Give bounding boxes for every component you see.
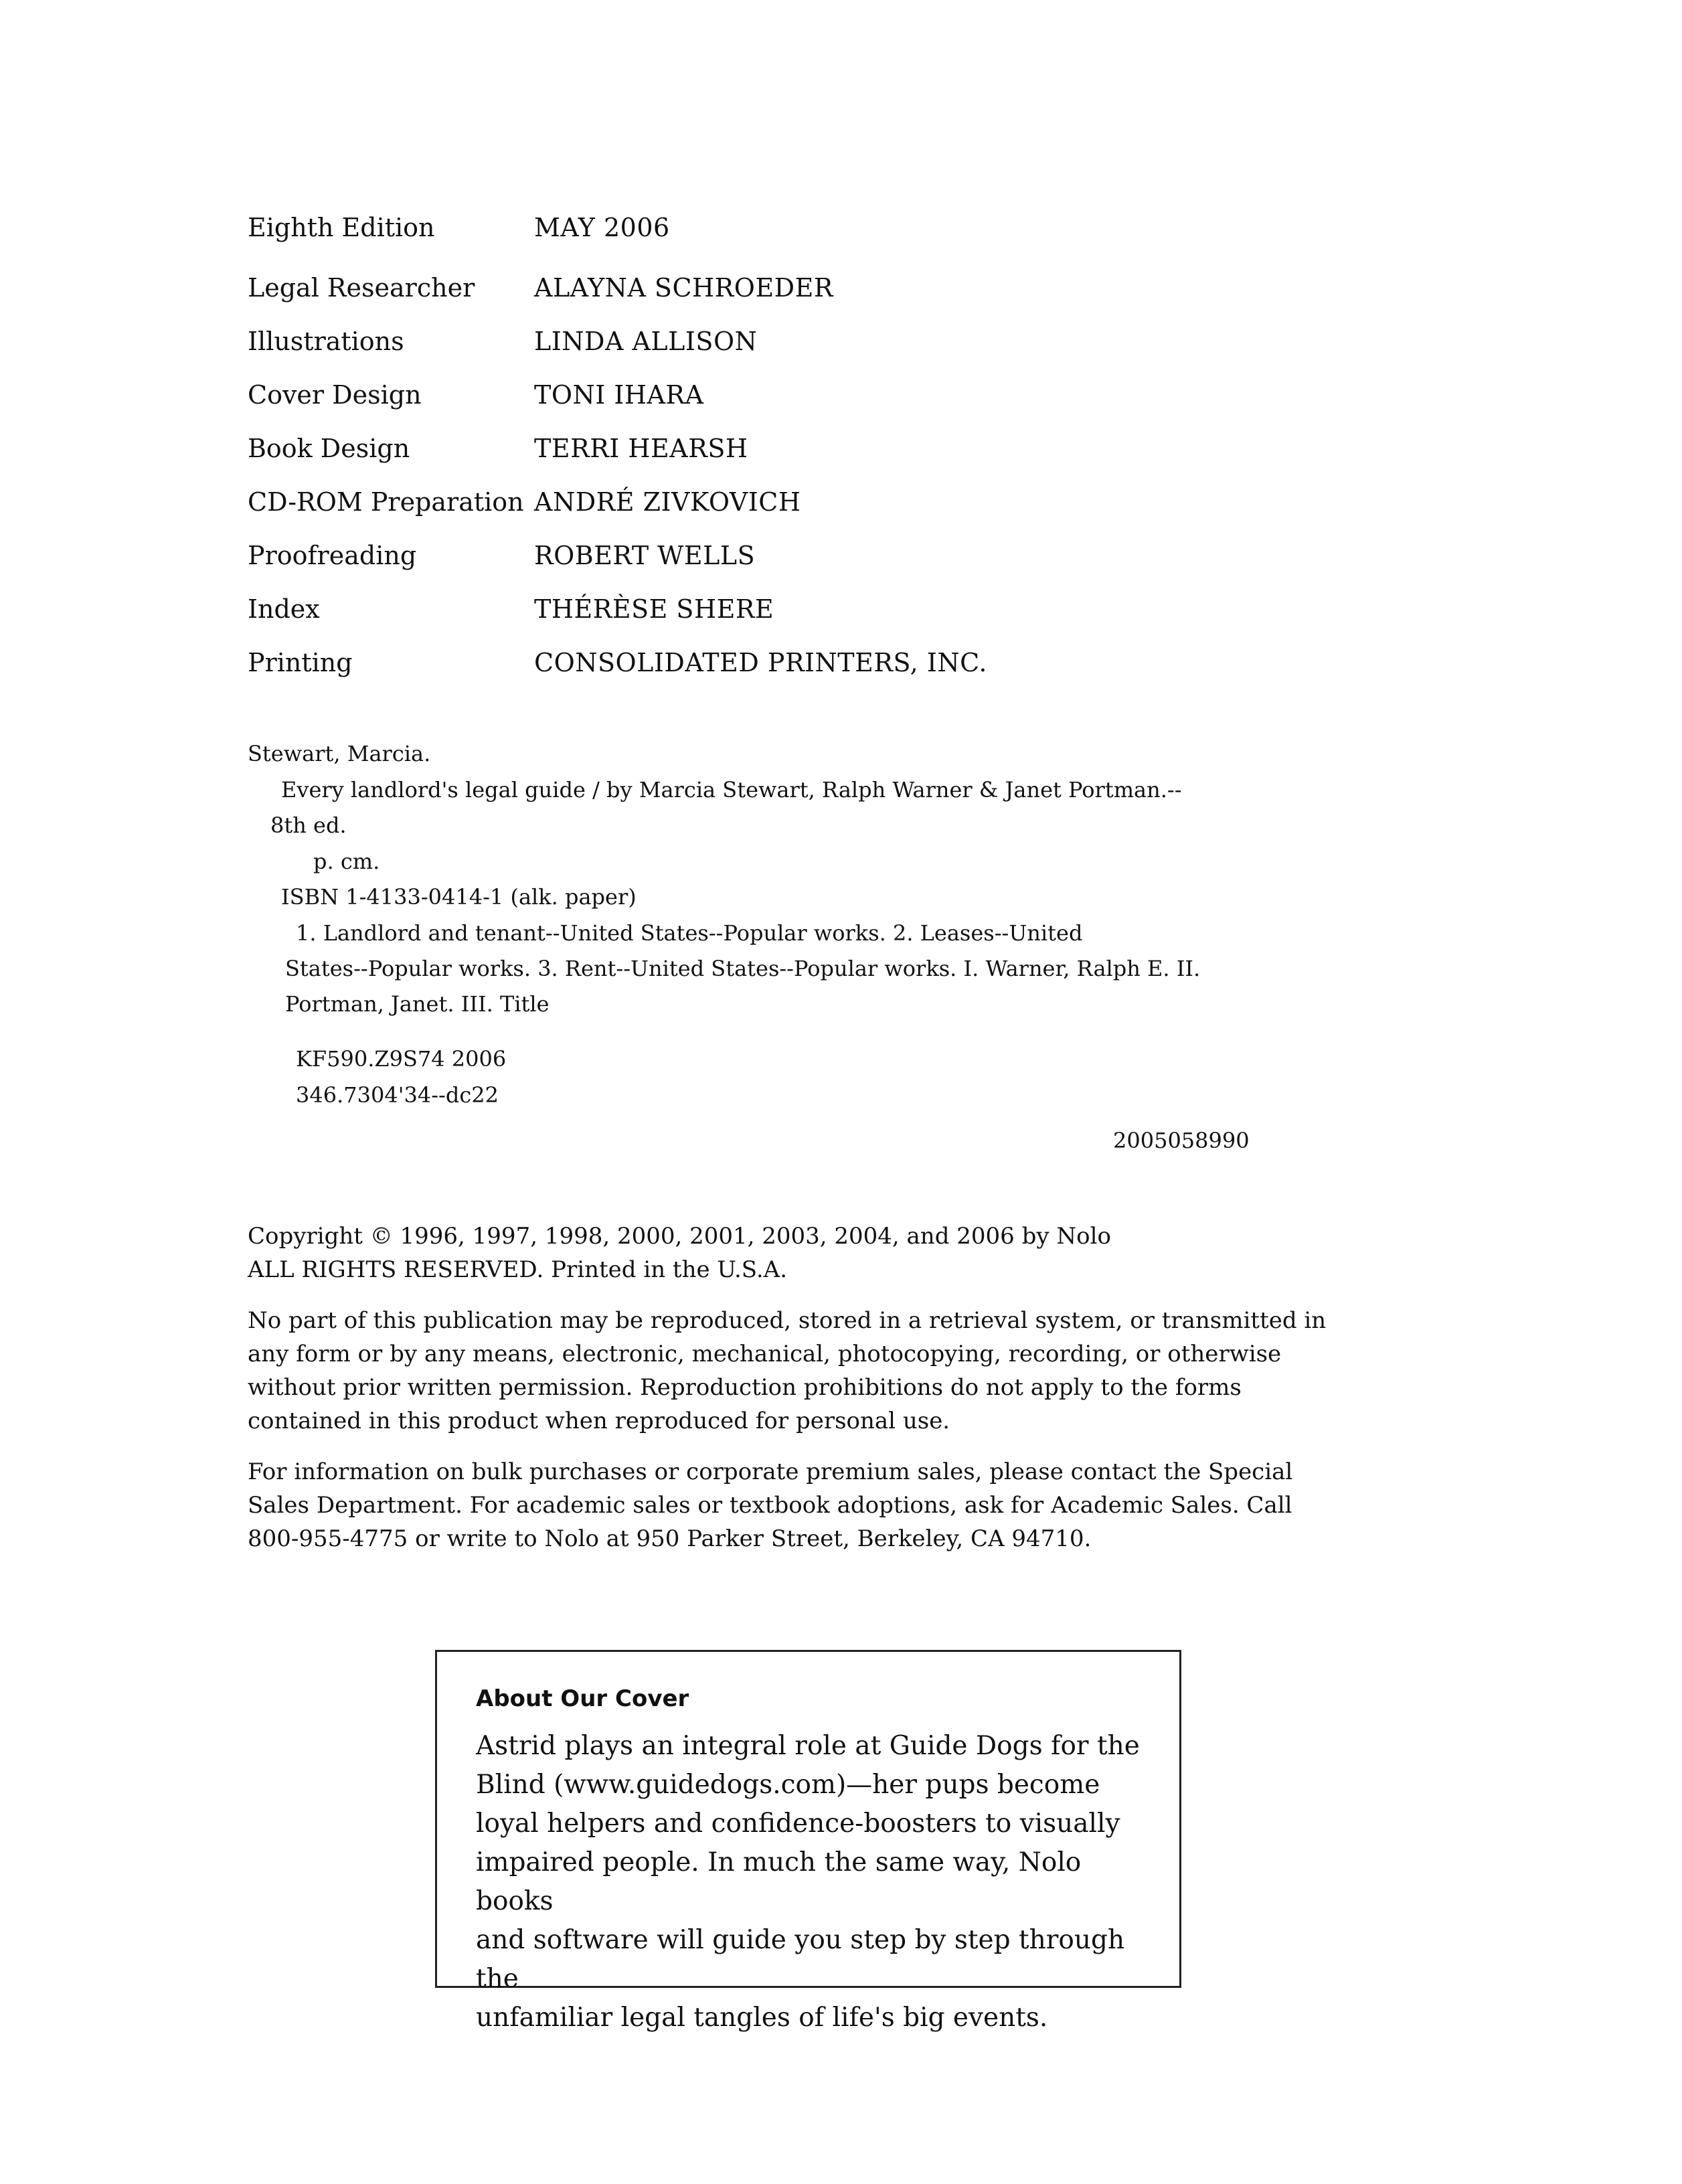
cip-title-line: Every landlord's legal guide / by Marcia Stewart, Ralph Warner & Janet Portman.--	[281, 777, 1182, 803]
about-cover-line: and software will guide you step by step through the	[476, 1925, 1125, 1994]
credit-label: Book Design	[248, 434, 410, 463]
cip-subjects-line: Portman, Janet. III. Title	[285, 991, 550, 1017]
credit-value: ROBERT WELLS	[534, 541, 756, 570]
credit-row	[248, 315, 1252, 368]
about-cover-line: impaired people. In much the same way, Nolo books	[476, 1847, 1082, 1916]
reproduction-notice: No part of this publication may be reproduced, stored in a retrieval system, or transmitted in any form or by any means, electronic, mechanical, photocopying, recording, or otherwise without prior written permission. Reproduction prohibitions do not apply to the forms contained in this product when reproduced for personal use.	[248, 1307, 1327, 1434]
credit-label: Cover Design	[248, 380, 422, 410]
credit-label: Index	[248, 594, 320, 624]
credit-value: THÉRÈSE SHERE	[534, 594, 774, 624]
credit-label: Legal Researcher	[248, 273, 475, 303]
cip-author: Stewart, Marcia.	[248, 741, 431, 766]
copyright-notice	[248, 1220, 1332, 1286]
about-cover-line: unfamiliar legal tangles of life's big events.	[476, 2003, 1048, 2033]
credit-value: ALAYNA SCHROEDER	[534, 273, 834, 303]
cip-isbn: ISBN 1-4133-0414-1 (alk. paper)	[281, 884, 637, 910]
credit-row	[248, 529, 1252, 582]
about-cover-box	[435, 1650, 1181, 2033]
credit-row	[248, 475, 1252, 529]
about-cover-text	[476, 1727, 1141, 2037]
credit-row	[248, 422, 1252, 475]
about-cover-heading: About Our Cover	[476, 1685, 689, 1712]
credit-value: MAY 2006	[534, 213, 670, 242]
copyright-line: Copyright © 1996, 1997, 1998, 2000, 2001, 2003, 2004, and 2006 by Nolo	[248, 1223, 1111, 1250]
credit-value: TERRI HEARSH	[534, 434, 748, 463]
about-cover-line: Blind (www.guidedogs.com)—her pups become	[476, 1770, 1100, 1800]
credit-value: CONSOLIDATED PRINTERS, INC.	[534, 648, 987, 677]
rights-line: ALL RIGHTS RESERVED. Printed in the U.S.A.	[248, 1256, 788, 1283]
cip-pages: p. cm.	[313, 849, 380, 874]
about-cover-line: Astrid plays an integral role at Guide Dogs for the	[476, 1731, 1140, 1761]
credit-row	[248, 636, 1252, 689]
cip-dewey: 346.7304'34--dc22	[296, 1082, 499, 1108]
credit-row	[248, 201, 1252, 254]
cip-lc-class: KF590.Z9S74 2006	[296, 1046, 507, 1072]
credits-list	[248, 201, 1252, 689]
credit-row	[248, 261, 1252, 315]
credit-label: Proofreading	[248, 541, 417, 570]
credit-label: Illustrations	[248, 327, 404, 356]
cip-subjects-line: States--Popular works. 3. Rent--United States--Popular works. I. Warner, Ralph E. II.	[285, 956, 1201, 981]
credit-value: LINDA ALLISON	[534, 327, 758, 356]
about-cover-line: loyal helpers and confidence-boosters to visually	[476, 1809, 1120, 1839]
cip-title-line: 8th ed.	[270, 813, 347, 838]
credit-label: Printing	[248, 648, 353, 677]
credit-value: TONI IHARA	[534, 380, 704, 410]
sales-info: For information on bulk purchases or corporate premium sales, please contact the Special Sales Department. For academic sales or textbook adoptions, ask for Academic Sales. Call 800-955-4775 or write to Nolo at 950 Parker Street, Berkeley, CA 94710.	[248, 1458, 1293, 1552]
cip-control-number: 2005058990	[1113, 1128, 1250, 1153]
credit-value: ANDRÉ ZIVKOVICH	[534, 487, 801, 517]
credit-label: CD-ROM Preparation	[248, 487, 524, 517]
credit-row	[248, 582, 1252, 636]
credit-row	[248, 368, 1252, 422]
credit-label: Eighth Edition	[248, 213, 435, 242]
copyright-section	[248, 1220, 1332, 1573]
cip-subjects-line: 1. Landlord and tenant--United States--Popular works. 2. Leases--United	[296, 920, 1083, 946]
